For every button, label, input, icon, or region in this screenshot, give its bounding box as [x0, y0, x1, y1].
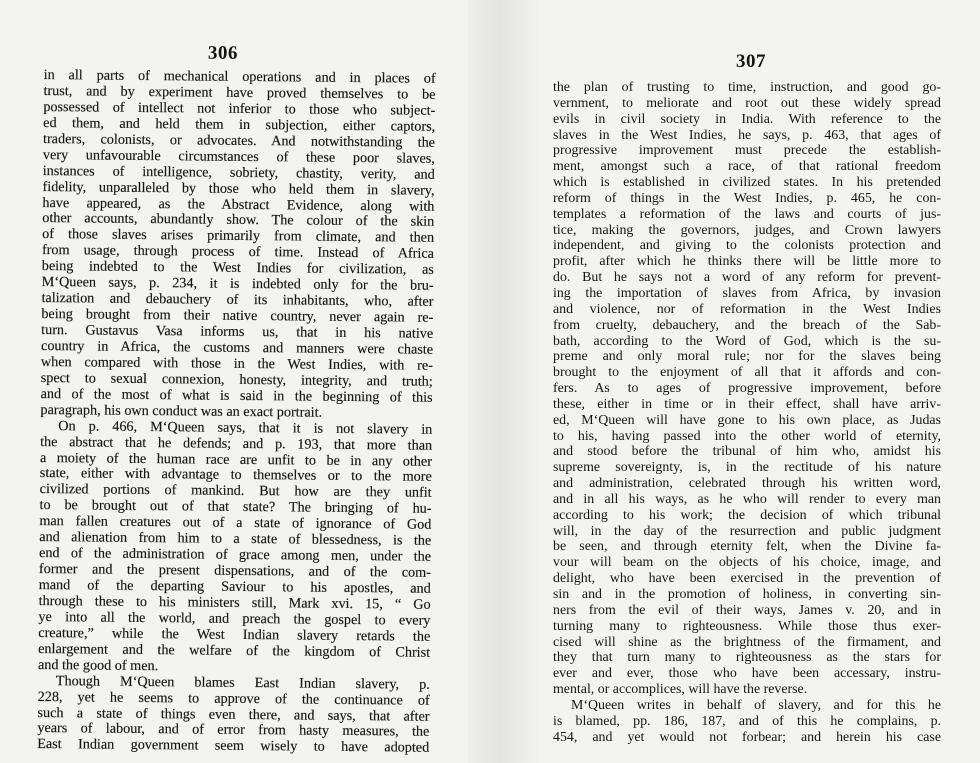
left-page: [37, 40, 436, 757]
text-line: progressive improvement must precede the establish-: [553, 143, 941, 159]
text-line: tice, making the governors, judges, and Crown lawyers: [553, 222, 941, 238]
right-page-body: [553, 80, 941, 745]
text-line: according to his work; the decision of which tribunal: [553, 507, 941, 523]
text-line: and alienation from him to a state of blessedness, is the: [39, 529, 432, 549]
text-line: ed, M‘Queen will have gone to his own place, as Judas: [553, 412, 941, 428]
text-line: M‘Queen says, p. 234, it is indebted only for the bru-: [41, 274, 434, 294]
text-line: ing the importation of slaves from Africa, by invasion: [553, 285, 941, 301]
text-line: they that turn many to righteousness as the stars for: [553, 650, 941, 666]
text-line: evils in civil society in India. With reference to the: [553, 111, 941, 127]
left-page-body: [37, 68, 436, 757]
text-line: being indebted to the West Indies for civilization, as: [41, 258, 434, 279]
text-line: man fallen creatures out of a state of ignorance of God: [39, 513, 432, 533]
text-line: which is established in civilized states. In his pretended: [553, 175, 941, 191]
text-line: fers. As to ages of progressive improvement, before: [553, 381, 941, 397]
text-line: turn. Gustavus Vasa informs us, that in his native: [41, 321, 434, 342]
text-line: ever and ever, those who have been accessary, instru-: [553, 666, 941, 682]
text-line: is blamed, pp. 186, 187, and of this he complains, p.: [553, 713, 941, 729]
text-line: to his, having passed into the other world of eternity,: [553, 428, 941, 444]
text-line: enlargement and the welfare of the kingdom of Christ: [38, 640, 431, 661]
text-line: mental, or accomplices, will have the reverse.: [553, 682, 808, 698]
text-line: ed them, and held them in subjection, either captors,: [43, 114, 436, 135]
text-line: creature,” while the West Indian slavery retards the: [38, 624, 431, 645]
text-line: when compared with those in the West Indies, with re-: [40, 353, 433, 374]
text-line: paragraph, his own conduct was an exact portrait.: [40, 401, 323, 421]
text-line: and the good of men.: [37, 656, 159, 674]
text-line: will, in the day of the resurrection and public judgment: [553, 523, 941, 539]
text-line: On p. 466, M‘Queen says, that it is not slavery in: [58, 417, 433, 438]
text-line: templates a reformation of the laws and courts of jus-: [553, 206, 941, 222]
text-line: years of labour, and of error from hasty measures, the: [37, 720, 430, 741]
text-line: vernment, to meliorate and root out these widely spread: [553, 95, 941, 111]
text-line: M‘Queen writes in behalf of slavery, and for this he: [571, 697, 941, 713]
text-line: very unfavourable circumstances of these poor slaves,: [42, 146, 435, 167]
text-line: be seen, and through eternity felt, when the Divine fa-: [553, 539, 941, 555]
text-line: country in Africa, the customs and manners were chaste: [40, 337, 434, 358]
text-line: other accounts, abundantly show. The colour of the skin: [42, 210, 435, 231]
text-line: delight, who have been exercised in the prevention of: [553, 571, 941, 587]
text-line: traders, colonists, or advocates. And notwithstanding the: [42, 130, 436, 151]
text-line: and stood before the tribunal of him who, amidst his: [553, 444, 941, 460]
text-line: East Indian government seem wisely to have adopted: [37, 736, 430, 757]
text-line: Though M‘Queen blames East Indian slavery, p.: [55, 672, 430, 693]
text-line: bath, according to the Word of God, which is the su-: [553, 333, 941, 349]
text-line: talization and debauchery of its inhabitants, who, after: [41, 290, 434, 310]
text-line: these, either in time or in their effect, shall have arriv-: [553, 396, 941, 412]
text-line: in all parts of mechanical operations and in places of: [43, 66, 436, 87]
text-line: the abstract that he defends; and p. 193, that more than: [40, 433, 433, 454]
text-line: end of the administration of grace among men, under the: [38, 545, 432, 565]
right-page-number: 307: [736, 51, 766, 72]
text-line: instances of intelligence, sobriety, chastity, verity, and: [42, 162, 435, 183]
text-line: through these to his ministers still, Mark xvi. 15, “ Go: [38, 592, 431, 613]
text-line: such a state of things even there, and says, that after: [37, 704, 430, 725]
text-line: reform of things in the West Indies, p. 465, he con-: [553, 190, 941, 206]
text-line: vour will beam on the objects of his choice, image, and: [553, 555, 941, 571]
book-gutter: [468, 0, 538, 763]
text-line: and administration, celebrated through his written word,: [553, 476, 941, 492]
text-line: and of the most of what is said in the beginning of this: [40, 385, 433, 406]
text-line: cised will shine as the brightness of the firmament, and: [553, 634, 941, 650]
text-line: independent, and giving to the colonists protection and: [553, 238, 941, 254]
text-line: ment, amongst such a race, of that rational freedom: [553, 159, 941, 175]
text-line: a moiety of the human race are unfit to be in any other: [39, 449, 433, 470]
text-line: have appeared, as the Abstract Evidence, along with: [42, 194, 435, 215]
text-line: sin and in the promotion of holiness, in converting sin-: [553, 587, 941, 602]
text-line: do. But he says not a word of any reform for prevent-: [553, 270, 941, 286]
text-line: preme and only moral rule; nor for the slaves being: [553, 349, 941, 365]
text-line: turning many to righteousness. While those thus exer-: [553, 618, 941, 634]
text-line: to be brought out of that state? The bringing of hu-: [39, 497, 432, 518]
text-line: former and the present dispensations, and of the com-: [38, 561, 431, 581]
text-line: spect to sexual connexion, honesty, integrity, and truth;: [40, 369, 433, 390]
text-line: of those slaves arises primarily from climate, and then: [42, 226, 435, 247]
text-line: state, either with advantage to themselves or to the more: [39, 465, 432, 486]
text-line: trust, and by experiment have proved themselves to be: [43, 82, 436, 103]
text-line: from usage, through process of time. Instead of Africa: [41, 242, 435, 263]
text-line: and violence, nor of reformation in the West Indies: [553, 301, 941, 317]
text-line: the plan of trusting to time, instruction, and good go-: [553, 80, 941, 95]
text-line: supreme sovereignty, is, in the rectitude of his nature: [553, 460, 941, 476]
text-line: mand of the departing Saviour to his apostles, and: [38, 576, 431, 597]
text-line: slaves in the West Indies, he says, p. 463, that ages of: [553, 127, 941, 143]
text-line: possessed of intellect not inferior to those who subject-: [43, 98, 436, 119]
text-line: fidelity, unparalleled by those who held them in slavery,: [42, 178, 435, 199]
text-line: civilized portions of mankind. But how are they unfit: [39, 481, 432, 502]
text-line: from cruelty, debauchery, and the breach of the Sab-: [553, 317, 941, 333]
text-line: 454, and yet would not forbear; and herein his case: [553, 729, 941, 745]
right-page: [553, 50, 941, 745]
text-line: 228, yet he seems to approve of the continuance of: [37, 688, 430, 709]
text-line: and in all his ways, as he who will render to every man: [553, 491, 941, 507]
text-line: profit, after which he thinks there will be little more to: [553, 254, 941, 270]
left-page-number: 306: [207, 42, 238, 64]
text-line: being brought from their native country, never again re-: [41, 306, 434, 326]
text-line: brought to the enjoyment of all that it affords and con-: [553, 365, 941, 381]
text-line: ye into all the world, and preach the gospel to every: [38, 608, 431, 629]
text-line: ners from the evil of their ways, James v. 20, and in: [553, 602, 941, 618]
